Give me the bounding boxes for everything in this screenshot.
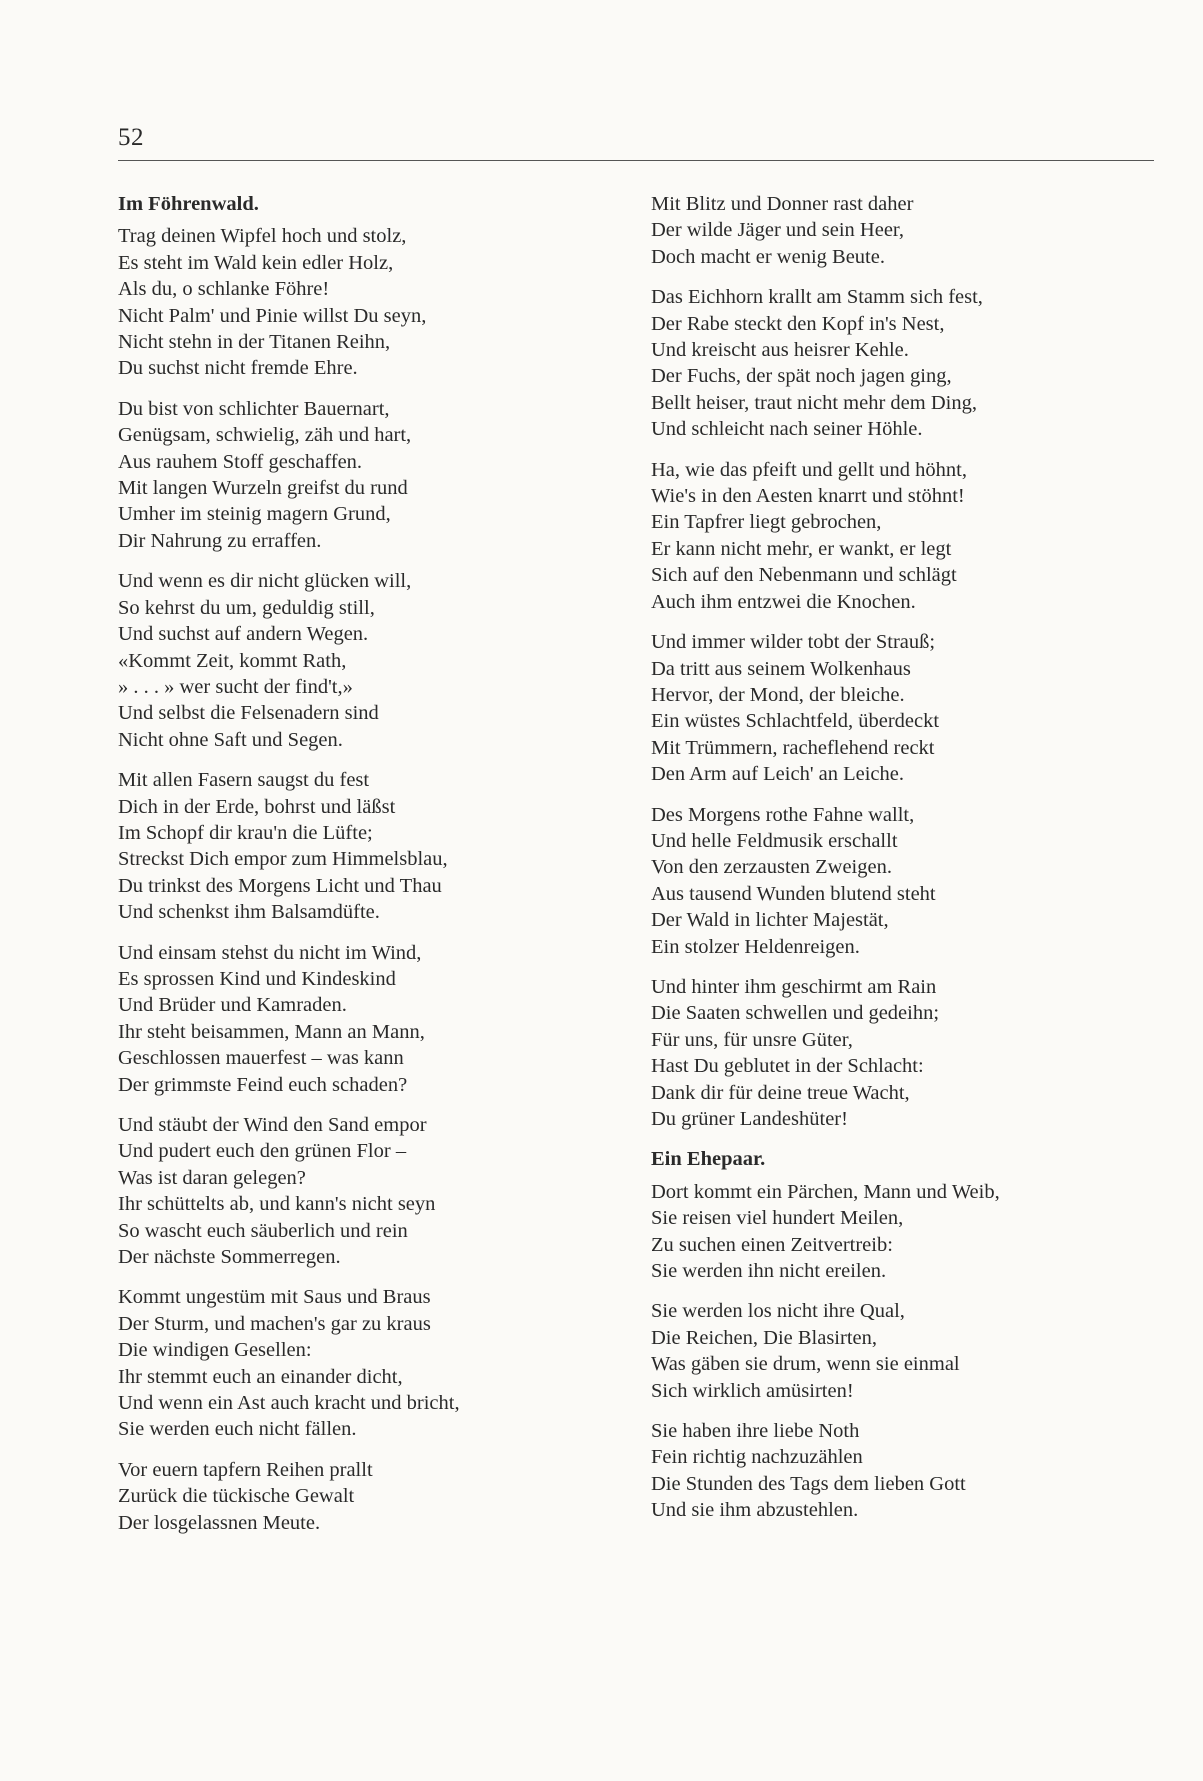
verse-line: So kehrst du um, geduldig still, — [118, 596, 375, 619]
poem-section — [651, 191, 1131, 1132]
verse-line: Für uns, für unsre Güter, — [651, 1028, 853, 1051]
verse-line: Dank dir für deine treue Wacht, — [651, 1081, 910, 1104]
verse-line: Sie haben ihre liebe Noth — [651, 1420, 860, 1443]
stanza — [651, 1418, 1131, 1524]
verse-line: Ein Tapfrer liegt gebrochen, — [651, 511, 882, 534]
verse-line: Und sie ihm abzustehlen. — [651, 1499, 859, 1522]
verse-line: Die Saaten schwellen und gedeihn; — [651, 1002, 940, 1025]
verse-line: Mit allen Fasern saugst du fest — [118, 769, 370, 792]
verse-line: Und schleicht nach seiner Höhle. — [651, 418, 923, 441]
stanza — [118, 1112, 598, 1270]
verse-line: Ihr stemmt euch an einander dicht, — [118, 1365, 403, 1388]
stanza — [118, 1284, 598, 1442]
verse-line: Im Schopf dir krau'n die Lüfte; — [118, 821, 373, 844]
stanza — [118, 568, 598, 753]
verse-line: Und selbst die Felsenadern sind — [118, 702, 379, 725]
poem-title: Im Föhrenwald. — [118, 193, 259, 215]
verse-line: Der Fuchs, der spät noch jagen ging, — [651, 365, 952, 388]
verse-line: Sie reisen viel hundert Meilen, — [651, 1207, 904, 1230]
verse-line: Die Stunden des Tags dem lieben Gott — [651, 1472, 966, 1495]
header-rule — [118, 160, 1154, 161]
verse-line: Doch macht er wenig Beute. — [651, 245, 885, 268]
verse-line: Und pudert euch den grünen Flor – — [118, 1140, 407, 1163]
stanza — [651, 629, 1131, 787]
verse-line: Der Sturm, und machen's gar zu kraus — [118, 1312, 431, 1335]
stanza — [651, 1298, 1131, 1404]
stanza — [651, 457, 1131, 615]
verse-line: Zurück die tückische Gewalt — [118, 1485, 355, 1508]
verse-line: Streckst Dich empor zum Himmelsblau, — [118, 848, 448, 871]
verse-line: Nicht stehn in der Titanen Reihn, — [118, 331, 391, 354]
verse-line: Ein wüstes Schlachtfeld, überdeckt — [651, 710, 940, 733]
verse-line: Umher im steinig magern Grund, — [118, 503, 391, 526]
verse-line: Als du, o schlanke Föhre! — [118, 278, 330, 301]
verse-line: Und kreischt aus heisrer Kehle. — [651, 339, 909, 362]
stanza — [651, 284, 1131, 442]
poem-title: Ein Ehepaar. — [651, 1148, 766, 1171]
verse-line: Der Rabe steckt den Kopf in's Nest, — [651, 312, 945, 335]
verse-line: Ein stolzer Heldenreigen. — [651, 935, 860, 958]
verse-line: Genügsam, schwielig, zäh und hart, — [118, 424, 412, 447]
verse-line: Sie werden euch nicht fällen. — [118, 1418, 357, 1441]
verse-line: Der wilde Jäger und sein Heer, — [651, 219, 905, 242]
stanza — [651, 191, 1131, 270]
verse-line: Hervor, der Mond, der bleiche. — [651, 683, 905, 706]
stanza — [118, 1457, 598, 1536]
verse-line: Und hinter ihm geschirmt am Rain — [651, 975, 937, 998]
verse-line: Sie werden los nicht ihre Qual, — [651, 1300, 905, 1323]
verse-line: Er kann nicht mehr, er wankt, er legt — [651, 537, 952, 560]
verse-line: Die Reichen, Die Blasirten, — [651, 1326, 878, 1349]
verse-line: Vor euern tapfern Reihen prallt — [118, 1458, 373, 1481]
verse-line: Hast Du geblutet in der Schlacht: — [651, 1055, 924, 1078]
verse-line: Du trinkst des Morgens Licht und Thau — [118, 874, 442, 897]
verse-line: Du bist von schlichter Bauernart, — [118, 397, 390, 420]
verse-line: Trag deinen Wipfel hoch und stolz, — [118, 225, 407, 248]
verse-line: Und wenn es dir nicht glücken will, — [118, 570, 412, 593]
stanza — [118, 223, 598, 381]
verse-line: Sie werden ihn nicht ereilen. — [651, 1260, 887, 1283]
verse-line: Du suchst nicht fremde Ehre. — [118, 357, 358, 380]
verse-line: Von den zerzausten Zweigen. — [651, 856, 892, 879]
verse-line: Bellt heiser, traut nicht mehr dem Ding, — [651, 391, 977, 414]
verse-line: Aus rauhem Stoff geschaffen. — [118, 450, 363, 473]
verse-line: Wie's in den Aesten knarrt und stöhnt! — [651, 485, 965, 508]
verse-line: Und einsam stehst du nicht im Wind, — [118, 941, 422, 964]
stanza — [651, 802, 1131, 960]
verse-line: Und Brüder und Kamraden. — [118, 994, 347, 1017]
verse-line: Ihr steht beisammen, Mann an Mann, — [118, 1020, 425, 1043]
verse-line: Dir Nahrung zu erraffen. — [118, 529, 322, 552]
verse-line: Mit Blitz und Donner rast daher — [651, 193, 914, 215]
verse-line: Und schenkst ihm Balsamdüfte. — [118, 901, 380, 924]
verse-line: Nicht Palm' und Pinie willst Du seyn, — [118, 304, 427, 327]
verse-line: Der Wald in lichter Majestät, — [651, 909, 889, 932]
right-column — [651, 191, 1131, 1538]
verse-line: Und immer wilder tobt der Strauß; — [651, 631, 936, 654]
stanza — [118, 940, 598, 1098]
verse-line: Die windigen Gesellen: — [118, 1339, 312, 1362]
verse-line: Dort kommt ein Pärchen, Mann und Weib, — [651, 1180, 1000, 1203]
verse-line: Der grimmste Feind euch schaden? — [118, 1073, 408, 1096]
verse-line: Mit Trümmern, racheflehend reckt — [651, 736, 935, 759]
stanza — [118, 396, 598, 554]
verse-line: Und stäubt der Wind den Sand empor — [118, 1114, 427, 1136]
verse-line: Und helle Feldmusik erschallt — [651, 829, 898, 852]
stanza — [118, 767, 598, 925]
page-number: 52 — [118, 124, 144, 151]
stanza — [651, 1179, 1131, 1285]
verse-line: Des Morgens rothe Fahne wallt, — [651, 803, 915, 826]
verse-line: Es steht im Wald kein edler Holz, — [118, 251, 394, 274]
verse-line: Der losgelassnen Meute. — [118, 1511, 321, 1534]
verse-line: Sich auf den Nebenmann und schlägt — [651, 564, 957, 587]
verse-line: Der nächste Sommerregen. — [118, 1246, 341, 1269]
verse-line: Fein richtig nachzuzählen — [651, 1446, 863, 1469]
verse-line: Den Arm auf Leich' an Leiche. — [651, 763, 904, 786]
verse-line: Und suchst auf andern Wegen. — [118, 623, 369, 646]
verse-line: Kommt ungestüm mit Saus und Braus — [118, 1286, 431, 1309]
left-column — [118, 191, 598, 1550]
verse-line: Auch ihm entzwei die Knochen. — [651, 590, 916, 613]
verse-line: Nicht ohne Saft und Segen. — [118, 728, 343, 751]
verse-line: Da tritt aus seinem Wolkenhaus — [651, 657, 911, 680]
verse-line: Sich wirklich amüsirten! — [651, 1379, 854, 1402]
verse-line: » . . . » wer sucht der find't,» — [118, 675, 353, 698]
verse-line: Aus tausend Wunden blutend steht — [651, 882, 936, 905]
verse-line: Geschlossen mauerfest – was kann — [118, 1047, 404, 1070]
verse-line: Das Eichhorn krallt am Stamm sich fest, — [651, 286, 983, 309]
verse-line: Es sprossen Kind und Kindeskind — [118, 967, 396, 990]
verse-line: Was gäben sie drum, wenn sie einmal — [651, 1353, 960, 1376]
verse-line: «Kommt Zeit, kommt Rath, — [118, 649, 347, 672]
verse-line: Ihr schüttelts ab, und kann's nicht seyn — [118, 1193, 436, 1216]
stanza — [651, 974, 1131, 1132]
verse-line: Was ist daran gelegen? — [118, 1166, 306, 1189]
poem-section — [651, 1146, 1131, 1523]
verse-line: So wascht euch säuberlich und rein — [118, 1219, 408, 1242]
verse-line: Ha, wie das pfeift und gellt und höhnt, — [651, 458, 967, 481]
verse-line: Mit langen Wurzeln greifst du rund — [118, 477, 408, 500]
poem-section — [118, 191, 598, 1536]
verse-line: Zu suchen einen Zeitvertreib: — [651, 1233, 893, 1256]
verse-line: Und wenn ein Ast auch kracht und bricht, — [118, 1392, 460, 1415]
verse-line: Dich in der Erde, bohrst und läßst — [118, 795, 396, 818]
verse-line: Du grüner Landeshüter! — [651, 1108, 848, 1130]
